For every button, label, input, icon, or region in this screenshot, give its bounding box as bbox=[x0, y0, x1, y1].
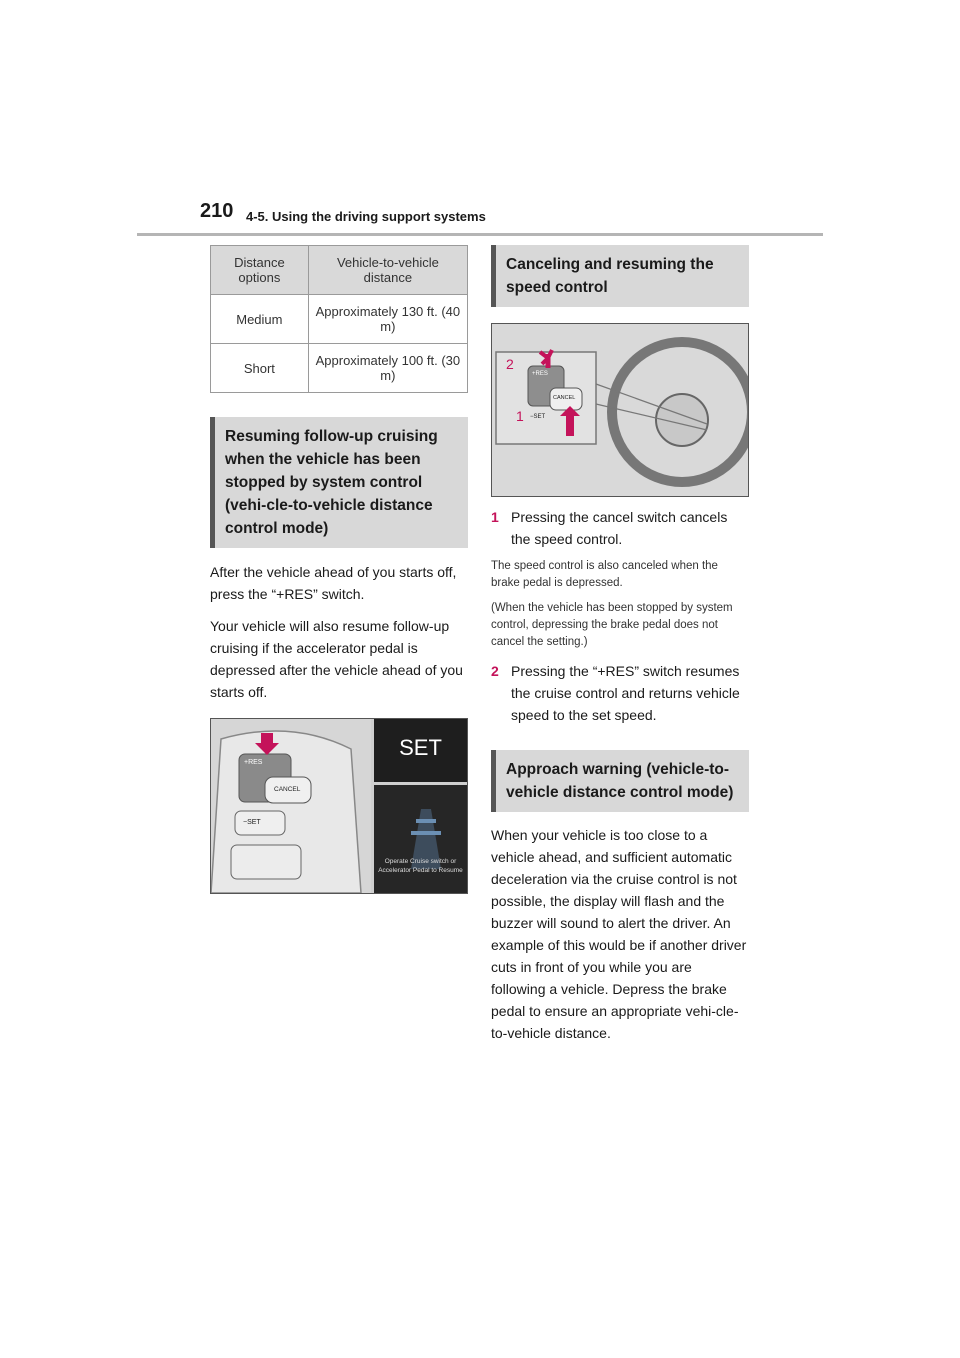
display-set-text: SET bbox=[399, 735, 442, 760]
figure-btn-set: −SET bbox=[530, 414, 546, 420]
resume-paragraph-2: Your vehicle will also resume follow-up cruising if the accelerator pedal is depressed after the vehicle ahead of you starts off. bbox=[210, 618, 463, 700]
figure-btn-cancel: CANCEL bbox=[553, 395, 576, 401]
steering-wheel-illustration bbox=[492, 324, 748, 496]
table-cell: Short bbox=[211, 344, 309, 393]
callout-label-1: 1 bbox=[516, 408, 524, 424]
note-brake: The speed control is also canceled when the brake pedal is depressed. bbox=[491, 560, 718, 589]
table-header-cell: Vehicle-to-vehicle distance bbox=[308, 246, 467, 295]
approach-warning-heading: Approach warning (vehicle-to-vehicle distance control mode) bbox=[491, 750, 749, 812]
table-header-row bbox=[211, 246, 468, 295]
resume-heading: Resuming follow-up cruising when the vehicle has been stopped by system control (vehi-cle-to-vehicle distance control mode) bbox=[210, 417, 468, 548]
page-number: 210 bbox=[200, 200, 234, 222]
cancel-resume-figure bbox=[491, 323, 749, 497]
table-header-cell: Distance options bbox=[211, 246, 309, 295]
step-1-number: 1 bbox=[491, 509, 499, 525]
header-rule bbox=[137, 233, 823, 236]
note-stopped: (When the vehicle has been stopped by system control, depressing the brake pedal does not cancel the setting.) bbox=[491, 602, 733, 648]
figure-btn-res: +RES bbox=[532, 371, 548, 377]
page-header bbox=[200, 200, 820, 236]
step-2-number: 2 bbox=[491, 663, 499, 679]
right-column bbox=[491, 245, 749, 1044]
figure-btn-res: +RES bbox=[244, 759, 263, 766]
resume-figure bbox=[210, 718, 468, 894]
section-title: 4-5. Using the driving support systems bbox=[246, 209, 486, 224]
table-row bbox=[211, 295, 468, 344]
approach-warning-paragraph: When your vehicle is too close to a vehicle ahead, and sufficient automatic deceleration via the cruise control is not possible, the display will flash and the buzzer will sound to alert the driver. An example of this would be if another driver cuts in front of you while you are following a vehicle. Depress the brake pedal to ensure an appropriate vehi-cle-to-vehicle distance. bbox=[491, 827, 747, 1041]
step-1 bbox=[491, 506, 749, 550]
figure-btn-cancel: CANCEL bbox=[274, 786, 301, 793]
figure-btn-set: −SET bbox=[243, 819, 261, 826]
callout-label-2: 2 bbox=[506, 356, 514, 372]
table-cell: Medium bbox=[211, 295, 309, 344]
display-resume-message: Operate Cruise switch or Accelerator Pedal to Resume bbox=[378, 858, 463, 874]
table-row bbox=[211, 344, 468, 393]
left-column bbox=[210, 245, 468, 894]
resume-paragraph-1: After the vehicle ahead of you starts off, press the “+RES” switch. bbox=[210, 564, 457, 602]
table-cell: Approximately 100 ft. (30 m) bbox=[308, 344, 467, 393]
cancel-resume-heading: Canceling and resuming the speed control bbox=[491, 245, 749, 307]
table-cell: Approximately 130 ft. (40 m) bbox=[308, 295, 467, 344]
step-2 bbox=[491, 660, 749, 726]
distance-options-table bbox=[210, 245, 468, 393]
step-2-text: Pressing the “+RES” switch resumes the cruise control and returns vehicle speed to the set speed. bbox=[511, 663, 740, 723]
step-1-text: Pressing the cancel switch cancels the speed control. bbox=[511, 509, 728, 547]
